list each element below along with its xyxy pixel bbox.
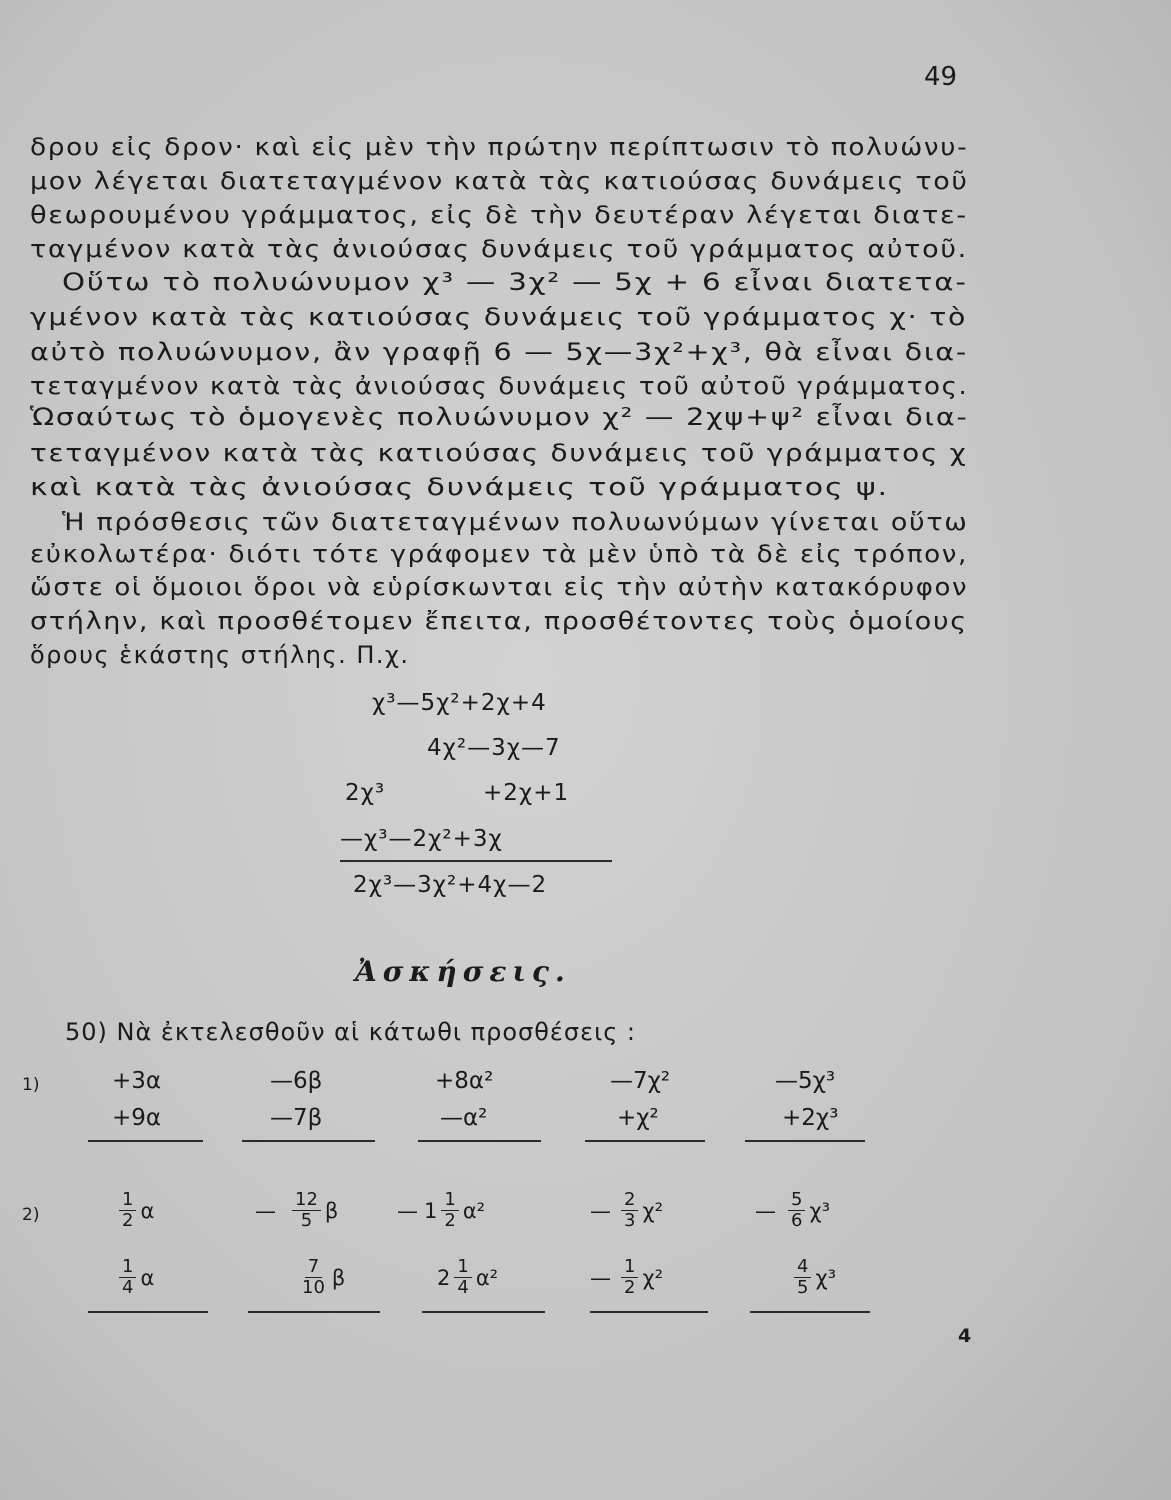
addend: +8α² — [435, 1068, 494, 1094]
sum-rule — [340, 860, 612, 862]
sum-row: χ³—5χ²+2χ+4 — [372, 690, 547, 716]
page-number: 49 — [924, 62, 958, 92]
sum-row: +2χ+1 — [483, 780, 570, 806]
addend: +9α — [112, 1105, 162, 1131]
text-line: δρου εἰς δρον· καὶ εἰς μὲν τὴν πρώτην περίπτωσιν τὸ πολυώνυ- — [30, 133, 969, 161]
sum-row: —χ³—2χ²+3χ — [340, 826, 503, 852]
text-line: Ἡ πρόσθεσις τῶν διατεταγμένων πολυωνύμων γίνεται οὕτω — [62, 508, 969, 536]
fraction-term: 7 10 β — [302, 1256, 346, 1298]
sum-rule — [418, 1140, 541, 1142]
text-line: στήλην, καὶ προσθέτομεν ἔπειτα, προσθέτοντες τοὺς ὁμοίους — [30, 607, 968, 635]
text-line: τεταγμένον κατὰ τὰς κατιούσας δυνάμεις τοῦ γράμματος χ — [30, 439, 968, 467]
sum-rule — [750, 1311, 870, 1313]
fraction-term: — 12 5 β — [255, 1189, 339, 1231]
fraction-term: — 2 3 χ² — [590, 1189, 664, 1231]
text-line: θεωρουμένου γράμματος, εἰς δὲ τὴν δευτέραν λέγεται διατε- — [30, 201, 968, 229]
text-line: ὥστε οἱ ὅμοιοι ὅροι νὰ εὑρίσκωνται εἰς τὴν αὐτὴν κατακόρυφον — [30, 573, 969, 601]
addend: +χ² — [617, 1105, 659, 1131]
fraction-term: — 1 2 χ² — [590, 1256, 664, 1298]
sum-rule — [585, 1140, 705, 1142]
sum-result: 2χ³—3χ²+4χ—2 — [353, 872, 548, 898]
sum-row: 2χ³ — [345, 780, 386, 806]
addend: +2χ³ — [782, 1105, 839, 1131]
fraction-term: — 1 1 2 α² — [397, 1189, 486, 1231]
text-line: Ὡσαύτως τὸ ὁμογενὲς πολυώνυμον χ² — 2χψ+ψ² εἶναι δια- — [30, 403, 969, 431]
text-line: γμένον κατὰ τὰς κατιούσας δυνάμεις τοῦ γράμματος χ· τὸ — [30, 303, 968, 331]
sum-rule — [745, 1140, 865, 1142]
text-line: ὅρους ἑκάστης στήλης. Π.χ. — [30, 641, 410, 669]
problem-statement: 50) Νὰ ἐκτελεσθοῦν αἱ κάτωθι προσθέσεις : — [65, 1018, 637, 1046]
fraction-term: 2 1 4 α² — [437, 1256, 499, 1298]
addend: —7χ² — [610, 1068, 671, 1094]
sum-rule — [88, 1311, 208, 1313]
set-label: 1) — [22, 1075, 40, 1095]
set-label: 2) — [22, 1205, 40, 1225]
sum-rule — [590, 1311, 708, 1313]
text-line: ταγμένον κατὰ τὰς ἀνιούσας δυνάμεις τοῦ γράμματος αὐτοῦ. — [30, 235, 968, 263]
fraction-term: 1 2 α — [115, 1190, 154, 1231]
text-line: εὐκολωτέρα· διότι τότε γράφομεν τὰ μὲν ὑπὸ τὰ δὲ εἰς τρόπον, — [30, 540, 969, 568]
fraction-term: 1 4 α — [115, 1257, 154, 1298]
text-line: Οὕτω τὸ πολυώνυμον χ³ — 3χ² — 5χ + 6 εἶναι διατετα- — [62, 268, 968, 296]
text-line: καὶ κατὰ τὰς ἀνιούσας δυνάμεις τοῦ γράμματος ψ. — [30, 473, 889, 501]
signature-mark: 4 — [958, 1325, 972, 1347]
sum-rule — [88, 1140, 203, 1142]
addend: —7β — [270, 1105, 323, 1131]
text-line: τεταγμένον κατὰ τὰς ἀνιούσας δυνάμεις τοῦ αὐτοῦ γράμματος. — [30, 372, 969, 400]
fraction-term: 4 5 χ³ — [790, 1257, 836, 1298]
addend: —α² — [440, 1105, 488, 1131]
text-line: αὐτὸ πολυώνυμον, ἂν γραφῇ 6 — 5χ—3χ²+χ³, θὰ εἶναι δια- — [30, 338, 969, 366]
sum-rule — [248, 1311, 380, 1313]
fraction-term: — 5 6 χ³ — [755, 1189, 831, 1231]
addend: +3α — [112, 1068, 162, 1094]
sum-rule — [422, 1311, 545, 1313]
addend: —6β — [270, 1068, 323, 1094]
sum-rule — [242, 1140, 375, 1142]
addend: —5χ³ — [775, 1068, 836, 1094]
text-line: μον λέγεται διατεταγμένον κατὰ τὰς κατιούσας δυνάμεις τοῦ — [30, 167, 969, 195]
sum-row: 4χ²—3χ—7 — [427, 735, 561, 761]
exercises-heading: Ἀσκήσεις. — [355, 955, 571, 988]
